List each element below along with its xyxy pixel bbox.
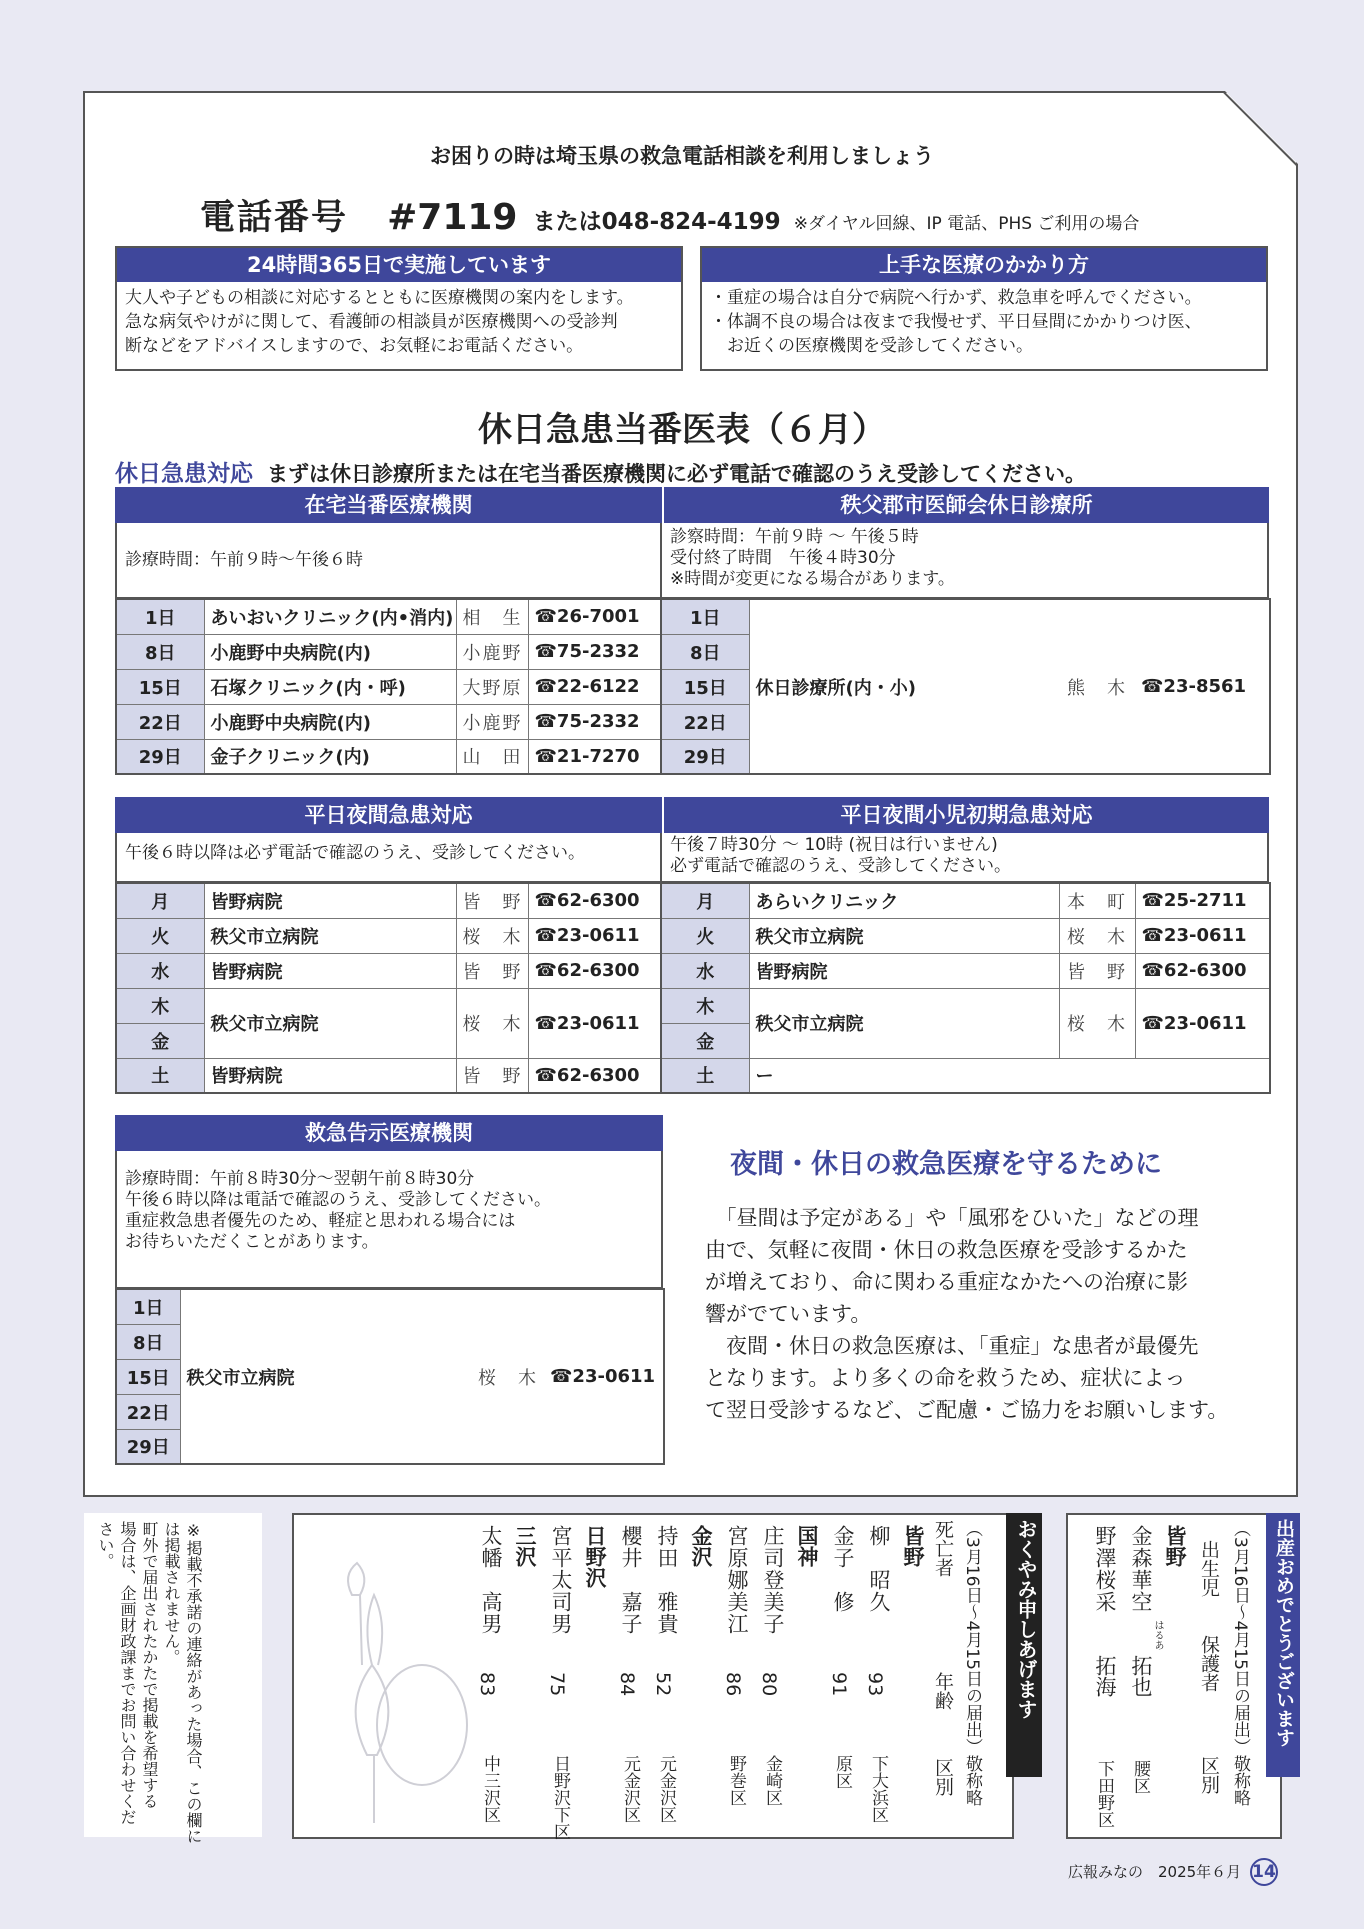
- day-cell: 火: [661, 918, 749, 953]
- tel-cell: ☎23-8561: [1135, 599, 1270, 774]
- body-line: 響がでています。: [705, 1302, 872, 1326]
- day-cell: 月: [116, 883, 204, 918]
- tel-cell: ☎23-0611: [1135, 918, 1270, 953]
- date-cell: 8日: [661, 634, 749, 669]
- hospital-name: 秩父市立病院: [749, 988, 1059, 1058]
- obituary-period: （3月16日～4月15日の届出）敬称略: [962, 1520, 982, 1806]
- table-row: [116, 1058, 663, 1093]
- tel-cell: ☎62-6300: [528, 883, 663, 918]
- hours-line: 必ず電話で確認のうえ、受診してください。: [670, 856, 1012, 876]
- deceased-age: 91: [828, 1672, 850, 1697]
- tel-cell: ☎75-2332: [528, 634, 663, 669]
- info-line: 断などをアドバイスしますので、お気軽にお電話ください。: [125, 336, 584, 356]
- area-cell: 相 生: [456, 599, 528, 634]
- clinic-name: 石塚クリニック(内・呼): [204, 669, 456, 704]
- info-box-24h-title: 24時間365日で実施しています: [117, 248, 681, 282]
- district-name: 三沢: [513, 1525, 537, 1567]
- date-cell: 22日: [116, 1394, 180, 1429]
- date-cell: 29日: [116, 739, 204, 774]
- deceased-area: 元金沢区: [620, 1755, 640, 1823]
- date-cell: 29日: [661, 739, 749, 774]
- phone-short-number: #7119: [387, 197, 518, 238]
- info-line: 急な病気やけがに関して、看護師の相談員が医療機関への受診判: [125, 312, 618, 332]
- table-row: [661, 599, 1270, 634]
- holiday-label: 休日急患対応: [115, 461, 253, 487]
- day-cell: 月: [661, 883, 749, 918]
- clinic-name: 小鹿野中央病院(内): [204, 634, 456, 669]
- home-duty-table: [115, 598, 664, 775]
- col-parent: 保護者: [1198, 1635, 1220, 1692]
- body-line: 「昼間は予定がある」や「風邪をひいた」などの理: [705, 1206, 1199, 1230]
- info-line: ・体調不良の場合は夜まで我慢せず、平日昼間にかかりつけ医、: [710, 312, 1202, 332]
- deceased-area: 野巻区: [726, 1755, 746, 1806]
- tel-cell: ☎23-0611: [544, 1289, 664, 1464]
- side-body: [705, 1202, 1245, 1426]
- table-row: [661, 953, 1270, 988]
- deceased-age: 84: [616, 1672, 638, 1697]
- phone-alt-number: または048-824-4199: [532, 209, 781, 235]
- clinic-table: [660, 598, 1271, 775]
- col-area: 区別: [1198, 1756, 1220, 1794]
- col-child: 出生児: [1198, 1540, 1220, 1597]
- tel-cell: ☎22-6122: [528, 669, 663, 704]
- hospital-name: あらいクリニック: [749, 883, 1059, 918]
- day-cell: 土: [661, 1058, 749, 1093]
- obituary-title-bar: [1006, 1513, 1042, 1777]
- date-cell: 8日: [116, 1324, 180, 1359]
- table-row: [116, 739, 663, 774]
- date-cell: 15日: [661, 669, 749, 704]
- body-line: て翌日受診するなど、ご配慮・ご協力をお願いします。: [705, 1398, 1229, 1422]
- pediatric-night-hours: [660, 833, 1269, 883]
- tel-cell: ☎62-6300: [1135, 953, 1270, 988]
- page-number: 14: [1250, 1858, 1278, 1886]
- obituary-title: おくやみ申しあげます: [1014, 1519, 1038, 1719]
- hours-line: 診療時間：午前８時30分～翌朝午前８時30分: [125, 1169, 475, 1189]
- hours-line: 午後６時以降は電話で確認のうえ、受診してください。: [125, 1190, 552, 1210]
- clinic-hours-line: 受付終了時間 午後４時30分: [670, 548, 896, 568]
- phone-note: ※ダイヤル回線、IP 電話、PHS ご利用の場合: [793, 214, 1140, 234]
- deceased-name: 宮平太司男: [549, 1525, 573, 1635]
- deceased-area: 元金沢区: [656, 1755, 676, 1823]
- table-row: [116, 634, 663, 669]
- hospital-name: 皆野病院: [204, 953, 456, 988]
- tel-cell: ☎75-2332: [528, 704, 663, 739]
- area-cell: 皆 野: [456, 953, 528, 988]
- birth-area: 下田野区: [1094, 1760, 1114, 1828]
- holiday-title: 休日急患当番医表（６月）: [478, 410, 886, 450]
- body-line: が増えており、命に関わる重症なかたへの治療に影: [705, 1270, 1188, 1294]
- phone-row: [200, 190, 1139, 240]
- deceased-name: 庄司登美子: [761, 1525, 785, 1635]
- info-box-24h: [115, 246, 683, 371]
- area-cell: 皆 野: [456, 1058, 528, 1093]
- obituary-columns: [930, 1520, 960, 1820]
- area-cell: 皆 野: [1059, 953, 1135, 988]
- lotus-illustration: [312, 1555, 472, 1825]
- hospital-name: 皆野病院: [749, 953, 1059, 988]
- deceased-name: 柳 昭久: [867, 1525, 891, 1613]
- emergency-hours: [115, 1151, 663, 1289]
- clinic-hours-line: 診察時間：午前９時 ～ 午後５時: [670, 527, 919, 547]
- table-row: [116, 599, 663, 634]
- date-cell: 15日: [116, 1359, 180, 1394]
- date-cell: 22日: [116, 704, 204, 739]
- day-cell: 土: [116, 1058, 204, 1093]
- district-name: 国神: [795, 1525, 819, 1567]
- table-row: [116, 988, 663, 1023]
- info-box-tips: [700, 246, 1268, 371]
- col-area: 区別: [932, 1758, 954, 1796]
- home-duty-hours: 診療時間：午前９時～午後６時: [115, 523, 662, 599]
- info-line: ・重症の場合は自分で病院へ行かず、救急車を呼んでください。: [710, 288, 1202, 308]
- day-cell: 金: [116, 1023, 204, 1058]
- date-cell: 15日: [116, 669, 204, 704]
- weeknight-table: [115, 882, 664, 1094]
- date-cell: 22日: [661, 704, 749, 739]
- emergency-header: 救急告示医療機関: [115, 1115, 663, 1151]
- deceased-age: 80: [758, 1672, 780, 1697]
- tel-cell: ☎21-7270: [528, 739, 663, 774]
- col-name: 死亡者: [932, 1520, 954, 1577]
- table-row: [116, 704, 663, 739]
- day-cell: 火: [116, 918, 204, 953]
- body-line: 夜間・休日の救急医療は、「重症」な患者が最優先: [705, 1334, 1199, 1358]
- child-name-ruby: はるあ: [1152, 1620, 1163, 1650]
- district-name: 日野沢: [583, 1525, 607, 1588]
- date-cell: 1日: [116, 599, 204, 634]
- day-cell: 水: [661, 953, 749, 988]
- deceased-name: 櫻井 嘉子: [619, 1525, 643, 1635]
- district-name: 皆野: [1163, 1525, 1187, 1567]
- area-cell: 大野原: [456, 669, 528, 704]
- info-line: お近くの医療機関を受診してください。: [710, 336, 1033, 356]
- hospital-name: 秩父市立病院: [204, 988, 456, 1058]
- info-box-tips-title: 上手な医療のかかり方: [702, 248, 1266, 282]
- deceased-age: 52: [652, 1672, 674, 1697]
- deceased-area: 中三沢区: [480, 1755, 500, 1823]
- holiday-note: まずは休日診療所または在宅当番医療機関に必ず電話で確認のうえ受診してください。: [267, 462, 1086, 486]
- deceased-area: 日野沢下区: [550, 1755, 570, 1840]
- parent-name: 拓海: [1093, 1655, 1117, 1697]
- area-cell: 皆 野: [456, 883, 528, 918]
- child-name: 野澤桜采: [1093, 1525, 1117, 1613]
- info-box-24h-body: [117, 282, 681, 362]
- tel-cell: ☎26-7001: [528, 599, 663, 634]
- tel-cell: ☎62-6300: [528, 1058, 663, 1093]
- body-line: となります。より多くの命を救うため、症状によっ: [705, 1366, 1186, 1390]
- hospital-name: 皆野病院: [204, 883, 456, 918]
- births-title-bar: [1266, 1513, 1300, 1777]
- parent-name: 拓也: [1129, 1655, 1153, 1697]
- day-cell: 木: [116, 988, 204, 1023]
- day-cell: 金: [661, 1023, 749, 1058]
- area-cell: 桜 木: [1059, 988, 1135, 1058]
- deceased-age: 93: [864, 1672, 886, 1697]
- phone-label: 電話番号: [200, 198, 349, 238]
- tel-cell: ☎23-0611: [528, 988, 663, 1058]
- deceased-age: 86: [722, 1672, 744, 1697]
- col-age: 年齢: [932, 1672, 954, 1710]
- body-line: 由で、気軽に夜間・休日の救急医療を受診するかた: [705, 1238, 1188, 1262]
- deceased-area: 下大浜区: [868, 1755, 888, 1823]
- area-cell: 桜 木: [472, 1289, 544, 1464]
- table-row: [661, 918, 1270, 953]
- area-cell: 熊 木: [1059, 599, 1135, 774]
- child-name: 金森華空: [1129, 1525, 1153, 1613]
- emergency-table: [115, 1288, 665, 1465]
- area-cell: 小鹿野: [456, 704, 528, 739]
- deceased-age: 83: [476, 1672, 498, 1697]
- pediatric-night-table: [660, 882, 1271, 1094]
- birth-area: 腰区: [1130, 1760, 1150, 1794]
- footer: [1068, 1858, 1278, 1886]
- date-cell: 29日: [116, 1429, 180, 1464]
- births-period: （3月16日～4月15日の届出）敬称略: [1230, 1520, 1250, 1806]
- table-row: [661, 988, 1270, 1023]
- district-name: 金沢: [689, 1525, 713, 1567]
- publication-name: 広報みなの 2025年６月: [1068, 1863, 1242, 1881]
- day-cell: 木: [661, 988, 749, 1023]
- weeknight-hours: 午後６時以降は必ず電話で確認のうえ、受診してください。: [115, 833, 662, 883]
- table-row: [116, 953, 663, 988]
- side-title: 夜間・休日の救急医療を守るために: [730, 1149, 1162, 1180]
- area-cell: 桜 木: [456, 918, 528, 953]
- deceased-area: 原区: [832, 1755, 852, 1789]
- date-cell: 1日: [116, 1289, 180, 1324]
- table-row: [116, 883, 663, 918]
- notice-line: 場合は、企画財政課までお問い合わせくだ: [118, 1521, 137, 1825]
- weeknight-header: 平日夜間急患対応: [115, 797, 662, 833]
- hospital-name: 皆野病院: [204, 1058, 456, 1093]
- notice-line: 町外で届出されたかたで掲載を希望する: [140, 1521, 159, 1809]
- district-name: 皆野: [901, 1525, 925, 1567]
- clinic-name: 金子クリニック(内): [204, 739, 456, 774]
- deceased-name: 太幡 高男: [479, 1525, 503, 1635]
- area-cell: 山 田: [456, 739, 528, 774]
- holiday-subtitle: [115, 455, 1086, 488]
- hospital-name: 秩父市立病院: [749, 918, 1059, 953]
- info-box-tips-body: [702, 282, 1266, 362]
- clinic-hours-line: ※時間が変更になる場合があります。: [670, 569, 955, 589]
- tel-cell: ☎23-0611: [528, 918, 663, 953]
- area-cell: 桜 木: [1059, 918, 1135, 953]
- deceased-name: 金子 修: [831, 1525, 855, 1613]
- info-line: 大人や子どもの相談に対応するとともに医療機関の案内をします。: [125, 288, 634, 308]
- notice-line: は掲載されません。: [162, 1521, 181, 1665]
- notice-text: [94, 1521, 204, 1844]
- table-row: [116, 669, 663, 704]
- deceased-name: 持田 雅貴: [655, 1525, 679, 1635]
- deceased-age: 75: [546, 1672, 568, 1697]
- tel-cell: ☎25-2711: [1135, 883, 1270, 918]
- births-columns: [1196, 1520, 1226, 1820]
- births-title: 出産おめでとうございます: [1273, 1519, 1295, 1747]
- area-cell: 桜 木: [456, 988, 528, 1058]
- hospital-name: ー: [749, 1058, 1270, 1093]
- clinic-header: 秩父郡市医師会休日診療所: [662, 487, 1269, 523]
- home-duty-header: 在宅当番医療機関: [115, 487, 662, 523]
- area-cell: 小鹿野: [456, 634, 528, 669]
- pediatric-night-header: 平日夜間小児初期急患対応: [662, 797, 1269, 833]
- clinic-name: あいおいクリニック(内•消内): [204, 599, 456, 634]
- notice-line: さい。: [96, 1521, 115, 1569]
- deceased-name: 宮原娜美江: [725, 1525, 749, 1635]
- tel-cell: ☎23-0611: [1135, 988, 1270, 1058]
- hours-line: お待ちいただくことがあります。: [125, 1232, 379, 1252]
- clinic-name: 小鹿野中央病院(内): [204, 704, 456, 739]
- table-row: [116, 1289, 664, 1324]
- notice-line: ※掲載不承諾の連絡があった場合、この欄に: [184, 1521, 203, 1844]
- date-cell: 1日: [661, 599, 749, 634]
- headline: お困りの時は埼玉県の救急電話相談を利用しましょう: [430, 144, 934, 168]
- table-row: [661, 1058, 1270, 1093]
- notice-box: [84, 1513, 262, 1844]
- date-cell: 8日: [116, 634, 204, 669]
- hospital-name: 秩父市立病院: [204, 918, 456, 953]
- area-cell: 本 町: [1059, 883, 1135, 918]
- hospital-name: 秩父市立病院: [180, 1289, 472, 1464]
- tel-cell: ☎62-6300: [528, 953, 663, 988]
- day-cell: 水: [116, 953, 204, 988]
- table-row: [116, 918, 663, 953]
- hours-line: 午後７時30分 ～ 10時 (祝日は行いません): [670, 835, 998, 855]
- clinic-name: 休日診療所(内・小): [749, 599, 1059, 774]
- hours-line: 重症救急患者優先のため、軽症と思われる場合には: [125, 1211, 516, 1231]
- clinic-hours: [660, 523, 1269, 599]
- table-row: [661, 883, 1270, 918]
- deceased-area: 金崎区: [762, 1755, 782, 1806]
